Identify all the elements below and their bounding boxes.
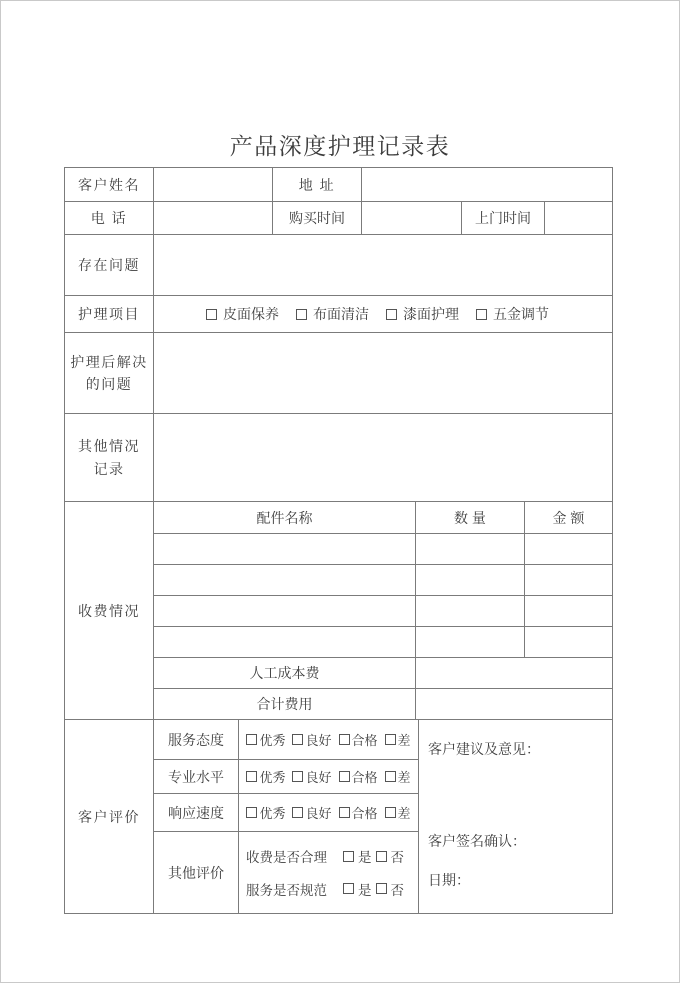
rating-option[interactable] [246, 767, 285, 786]
solved-field[interactable] [154, 333, 612, 413]
rating-label: 合格 [351, 806, 378, 821]
row-customer-address [65, 168, 612, 202]
question-text: 收费是否合理 [246, 850, 327, 866]
customer-name-field[interactable] [154, 168, 273, 201]
other-notes-label [65, 414, 154, 501]
rating-option[interactable] [385, 767, 411, 786]
checkbox-icon[interactable] [343, 851, 354, 862]
rating-option[interactable] [292, 730, 331, 749]
section-evaluation [65, 720, 612, 913]
address-label: 地 址 [273, 168, 362, 201]
criterion-label: 服务态度 [154, 720, 239, 759]
labor-cost-label: 人工成本费 [154, 658, 416, 688]
checkbox-icon[interactable] [339, 807, 350, 818]
rating-option[interactable] [292, 767, 331, 786]
rating-option[interactable] [246, 730, 285, 749]
criterion-ratings [239, 760, 418, 793]
criterion-ratings [239, 720, 418, 759]
criterion-ratings [239, 794, 418, 831]
rating-label: 合格 [351, 770, 378, 785]
criterion-label: 响应速度 [154, 794, 239, 831]
charge-row [154, 627, 612, 658]
checkbox-icon[interactable] [386, 309, 397, 320]
rating-label: 差 [397, 806, 411, 821]
row-phone-times [65, 202, 612, 235]
labor-cost-field[interactable] [416, 658, 612, 688]
rating-option[interactable] [339, 730, 378, 749]
rating-option[interactable] [246, 803, 285, 822]
yes-no-question [246, 846, 414, 866]
solved-label [65, 333, 154, 413]
other-evaluation-label: 其他评价 [154, 832, 239, 913]
other-evaluation-row [154, 832, 418, 913]
checkbox-icon[interactable] [385, 734, 396, 745]
checkbox-icon[interactable] [476, 309, 487, 320]
criterion-row [154, 794, 418, 832]
other-notes-label-line1: 其他情况 [78, 438, 140, 455]
checkbox-icon[interactable] [246, 771, 257, 782]
care-option-label: 布面清洁 [313, 306, 369, 322]
total-cost-field[interactable] [416, 689, 612, 719]
care-option[interactable] [206, 304, 279, 324]
checkbox-icon[interactable] [385, 807, 396, 818]
care-option-label: 漆面护理 [403, 306, 459, 322]
part-name-cell[interactable] [154, 565, 416, 595]
evaluation-subtable [154, 720, 419, 913]
row-solved [65, 333, 612, 414]
yes-label: 是 [358, 882, 372, 898]
checkbox-icon[interactable] [339, 771, 350, 782]
problems-label: 存在问题 [65, 235, 154, 295]
criterion-row [154, 720, 418, 760]
care-option[interactable] [296, 304, 369, 324]
rating-label: 优秀 [259, 806, 286, 821]
charges-subtable [154, 502, 612, 719]
checkbox-icon[interactable] [292, 807, 303, 818]
customer-name-label: 客户姓名 [65, 168, 154, 201]
quantity-column-header: 数 量 [416, 502, 525, 533]
checkbox-icon[interactable] [206, 309, 217, 320]
care-items-options [154, 296, 612, 332]
evaluation-right-cell[interactable] [419, 720, 612, 913]
rating-label: 良好 [305, 770, 332, 785]
row-other-notes [65, 414, 612, 502]
solved-label-line1: 护理后解决 [70, 353, 148, 370]
part-name-column-header: 配件名称 [154, 502, 416, 533]
amount-column-header: 金 额 [552, 509, 585, 526]
visit-time-label: 上门时间 [462, 202, 545, 234]
care-option[interactable] [386, 304, 459, 324]
charge-row [154, 596, 612, 627]
charges-label: 收费情况 [65, 502, 154, 719]
quantity-cell[interactable] [416, 534, 525, 564]
section-charges [65, 502, 612, 720]
row-care-items [65, 296, 612, 333]
rating-label: 良好 [305, 806, 332, 821]
rating-option[interactable] [292, 803, 331, 822]
other-notes-label-line2: 记录 [93, 460, 125, 477]
part-name-cell[interactable] [154, 627, 416, 657]
other-notes-field[interactable] [154, 414, 612, 501]
amount-cell[interactable] [525, 565, 612, 595]
signature-label: 客户签名确认： [428, 833, 526, 849]
checkbox-icon[interactable] [292, 734, 303, 745]
checkbox-icon[interactable] [296, 309, 307, 320]
question-text: 服务是否规范 [246, 882, 327, 898]
rating-option[interactable] [385, 803, 411, 822]
total-cost-row [154, 689, 612, 719]
rating-label: 合格 [351, 733, 378, 748]
phone-label: 电 话 [65, 202, 154, 234]
checkbox-icon[interactable] [339, 734, 350, 745]
rating-label: 优秀 [259, 770, 286, 785]
purchase-time-field[interactable] [362, 202, 462, 234]
checkbox-icon[interactable] [376, 883, 387, 894]
yes-label: 是 [358, 850, 372, 866]
care-option-label: 皮面保养 [223, 306, 279, 322]
checkbox-icon[interactable] [246, 807, 257, 818]
care-option-label: 五金调节 [493, 306, 549, 322]
total-cost-label: 合计费用 [154, 689, 416, 719]
rating-option[interactable] [339, 803, 378, 822]
criterion-row [154, 760, 418, 794]
no-label: 否 [390, 882, 404, 898]
solved-label-line2: 的问题 [85, 376, 133, 392]
rating-label: 良好 [305, 733, 332, 748]
no-label: 否 [390, 850, 404, 866]
checkbox-icon[interactable] [246, 734, 257, 745]
rating-label: 优秀 [259, 733, 286, 748]
care-option[interactable] [476, 304, 549, 324]
rating-label: 差 [397, 733, 411, 748]
checkbox-icon[interactable] [385, 771, 396, 782]
visit-time-field[interactable] [545, 202, 612, 234]
care-items-label: 护理项目 [65, 296, 154, 332]
rating-option[interactable] [385, 730, 411, 749]
purchase-time-label: 购买时间 [273, 202, 362, 234]
other-evaluation-questions [239, 832, 418, 913]
charge-row [154, 534, 612, 565]
care-record-table [64, 167, 613, 914]
quantity-cell[interactable] [416, 565, 525, 595]
problems-field[interactable] [154, 235, 612, 295]
yes-no-question [246, 879, 414, 899]
rating-label: 差 [397, 770, 411, 785]
evaluation-label: 客户评价 [65, 720, 154, 913]
charge-row [154, 565, 612, 596]
part-name-cell[interactable] [154, 534, 416, 564]
criterion-label: 专业水平 [154, 760, 239, 793]
date-label: 日期： [428, 872, 470, 888]
checkbox-icon[interactable] [343, 883, 354, 894]
quantity-cell[interactable] [416, 627, 525, 657]
amount-cell[interactable] [525, 534, 612, 564]
labor-cost-row [154, 658, 612, 689]
checkbox-icon[interactable] [376, 851, 387, 862]
suggestion-label: 客户建议及意见： [428, 741, 540, 757]
address-field[interactable] [362, 168, 612, 201]
rating-option[interactable] [339, 767, 378, 786]
form-title: 产品深度护理记录表 [229, 133, 451, 159]
row-problems [65, 235, 612, 296]
charges-header-row [154, 502, 612, 534]
checkbox-icon[interactable] [292, 771, 303, 782]
quantity-cell[interactable] [416, 596, 525, 626]
part-name-cell[interactable] [154, 596, 416, 626]
phone-field[interactable] [154, 202, 273, 234]
amount-cell[interactable] [525, 627, 612, 657]
amount-cell[interactable] [525, 596, 612, 626]
